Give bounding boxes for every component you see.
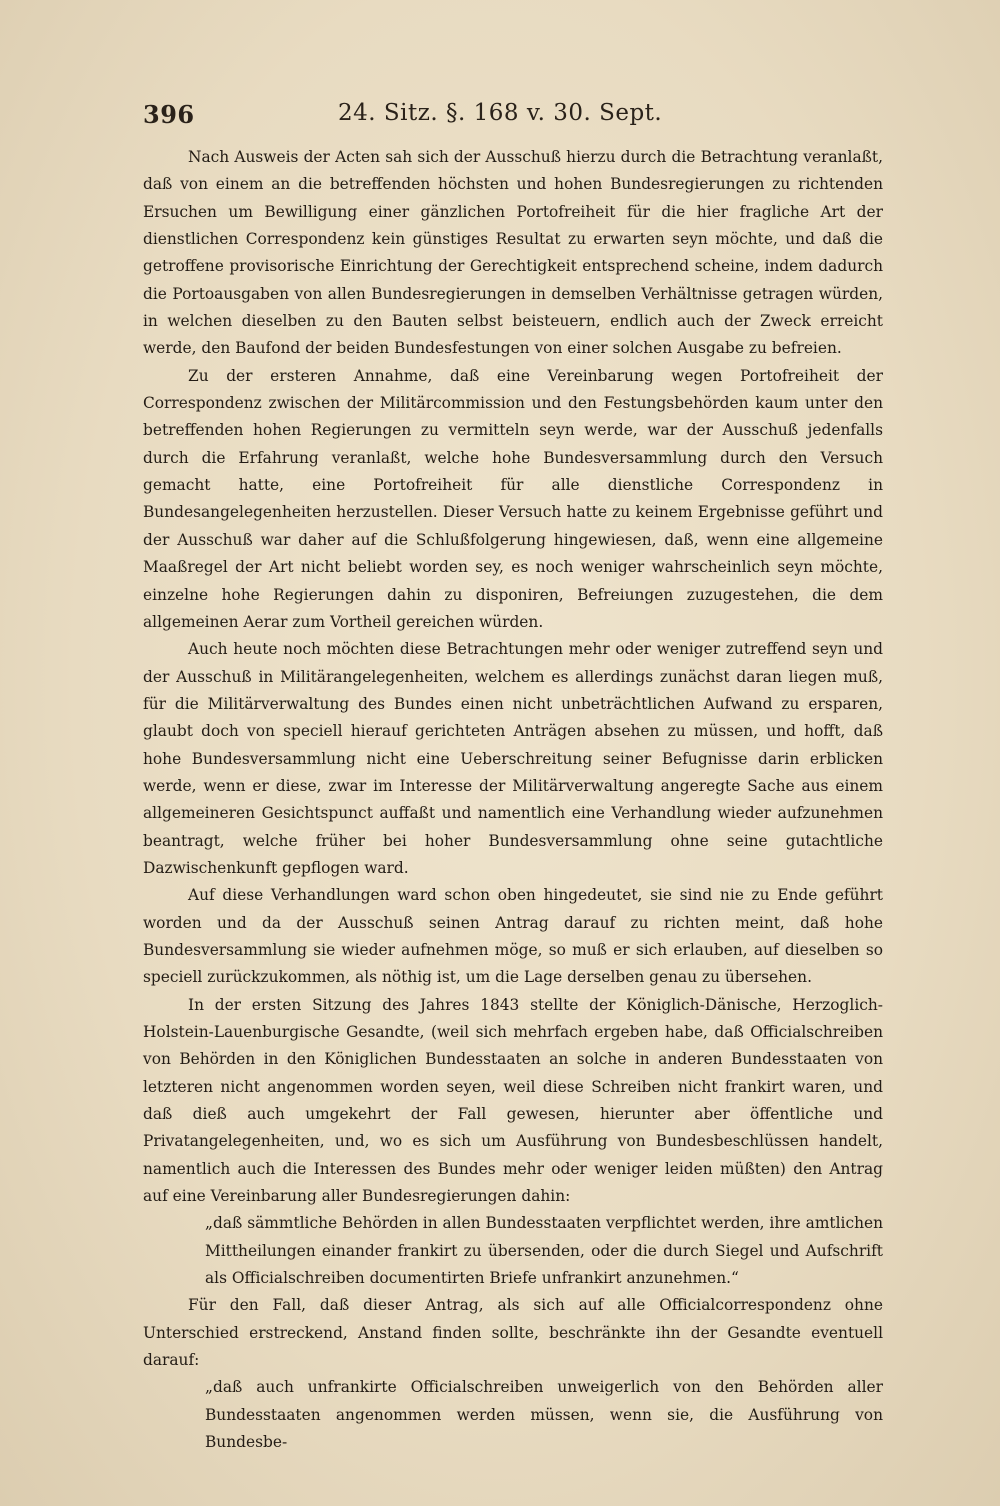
page-header [143, 96, 883, 136]
quoted-paragraph: „daß sämmtliche Behörden in allen Bundesstaaten verpflichtet werden, ihre amtlichen Mittheilungen einander frankirt zu übersenden, oder die durch Siegel und Aufschrift als Officialschreiben documentirten Briefe unfrankirt anzunehmen.“ [205, 1214, 883, 1288]
paragraph: Zu der ersteren Annahme, daß eine Vereinbarung wegen Portofreiheit der Correspondenz zwischen der Militärcommission und den Festungsbehörden kaum unter den betreffenden hohen Regierungen zu vermitteln seyn werde, war der Ausschuß jedenfalls durch die Erfahrung veranlaßt, welche hohe Bundesversammlung durch den Versuch gemacht hatte, eine Portofreiheit für alle dienstliche Correspondenz in Bundesangelegenheiten herzustellen. Dieser Versuch hatte zu keinem Ergebnisse geführt und der Ausschuß war daher auf die Schlußfolgerung hingewiesen, daß, wenn eine allgemeine Maaßregel der Art nicht beliebt worden sey, es noch weniger wahrscheinlich seyn möchte, einzelne hohe Regierungen dahin zu disponiren, Befreiungen zuzugestehen, die dem allgemeinen Aerar zum Vortheil gereichen würden. [143, 366, 883, 631]
paragraph: Nach Ausweis der Acten sah sich der Ausschuß hierzu durch die Betrachtung veranlaßt, daß von einem an die betreffenden höchsten und hohen Bundesregierungen zu richtenden Ersuchen um Bewilligung einer gänzlichen Portofreiheit für die hier fragliche Art der dienstlichen Correspondenz kein günstiges Resultat zu erwarten seyn möchte, und daß die getroffene provisorische Einrichtung der Gerechtigkeit entsprechend scheine, indem dadurch die Portoausgaben von allen Bundesregierungen in demselben Verhältnisse getragen würden, in welchen dieselben zu den Bauten selbst beisteuern, endlich auch der Zweck erreicht werde, den Baufond der beiden Bundesfestungen von einer solchen Ausgabe zu befreien. [143, 148, 883, 358]
quoted-paragraph: „daß auch unfrankirte Officialschreiben unweigerlich von den Behörden aller Bundesstaaten angenommen werden müssen, wenn sie, die Ausführung von Bundesbe- [205, 1378, 883, 1452]
paragraph: Auch heute noch möchten diese Betrachtungen mehr oder weniger zutreffend seyn und der Ausschuß in Militärangelegenheiten, welchem es allerdings zunächst daran liegen muß, für die Militärverwaltung des Bundes einen nicht unbeträchtlichen Aufwand zu ersparen, glaubt doch von speciell hierauf gerichteten Anträgen absehen zu müssen, und hofft, daß hohe Bundesversammlung nicht eine Ueberschreitung seiner Befugnisse darin erblicken werde, wenn er diese, zwar im Interesse der Militärverwaltung angeregte Sache aus einem allgemeineren Gesichtspunct auffaßt und namentlich eine Verhandlung wieder aufzunehmen beantragt, welche früher bei hoher Bundesversammlung ohne seine gutachtliche Dazwischenkunft gepflogen ward. [143, 640, 883, 877]
paragraph: Für den Fall, daß dieser Antrag, als sich auf alle Officialcorrespondenz ohne Unterschied erstreckend, Anstand finden sollte, beschränkte ihn der Gesandte eventuell darauf: [143, 1296, 883, 1370]
page-number: 396 [143, 100, 195, 129]
paragraph: In der ersten Sitzung des Jahres 1843 stellte der Königlich-Dänische, Herzoglich-Holstein-Lauenburgische Gesandte, (weil sich mehrfach ergeben habe, daß Officialschreiben von Behörden in den Königlichen Bundesstaaten an solche in anderen Bundesstaaten von letzteren nicht angenommen worden seyen, weil diese Schreiben nicht frankirt waren, und daß dieß auch umgekehrt der Fall gewesen, hierunter aber öffentliche und Privatangelegenheiten, und, wo es sich um Ausführung von Bundesbeschlüssen handelt, namentlich auch die Interessen des Bundes mehr oder weniger leiden müßten) den Antrag auf eine Vereinbarung aller Bundesregierungen dahin: [143, 995, 883, 1206]
running-head: 24. Sitz. §. 168 v. 30. Sept. [338, 100, 663, 126]
body-text [143, 144, 883, 1457]
paragraph: Auf diese Verhandlungen ward schon oben hingedeutet, sie sind nie zu Ende geführt worden und da der Ausschuß seinen Antrag darauf zu richten meint, daß hohe Bundesversammlung sie wieder aufnehmen möge, so muß er sich erlauben, auf dieselben so speciell zurückzukommen, als nöthig ist, um die Lage derselben genau zu übersehen. [143, 886, 883, 987]
